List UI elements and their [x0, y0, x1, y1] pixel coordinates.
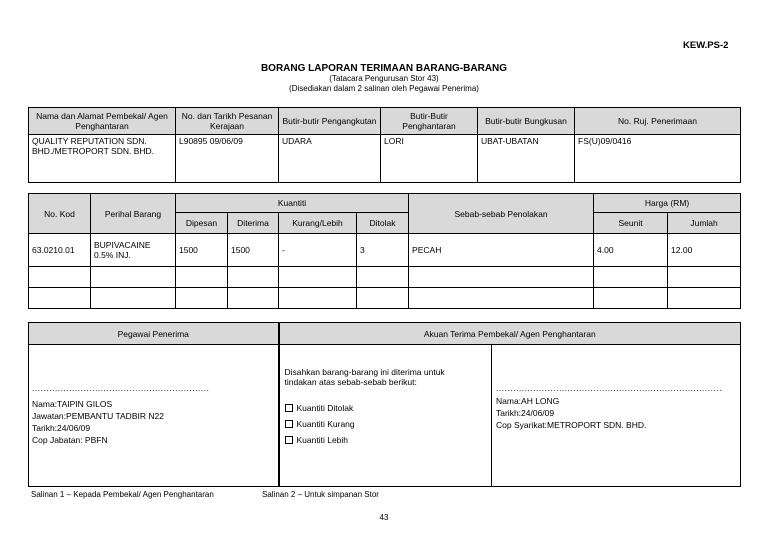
cell-ditolak: 3: [357, 234, 409, 267]
checkbox-rejected-label: Kuantiti Ditolak: [296, 403, 354, 413]
cell-kurang-lebih: -: [279, 234, 357, 267]
header-receipt-ref: No. Ruj. Penerimaan: [575, 108, 741, 135]
header-supplier-acknowledgement: Akuan Terima Pembekal/ Agen Penghantaran: [279, 323, 741, 345]
header-kuantiti: Kuantiti: [176, 194, 409, 213]
cell-seunit: 4.00: [594, 234, 668, 267]
acknowledgement-table: [28, 322, 741, 487]
supplier-value: QUALITY REPUTATION SDN. BHD./METROPORT SDN. BHD.: [29, 135, 176, 183]
header-transport: Butir-butir Pengangkutan: [279, 108, 381, 135]
header-supplier: Nama dan Alamat Pembekal/ Agen Penghantaran: [29, 108, 176, 135]
confirmation-text-2: tindakan atas sebab-sebab berikut:: [284, 377, 417, 387]
packaging-value: UBAT-UBATAN: [478, 135, 575, 183]
header-seunit: Seunit: [594, 213, 668, 234]
header-dipesan: Dipesan: [176, 213, 228, 234]
header-perihal: Perihal Barang: [91, 194, 176, 234]
signature-line: ..............................................................: [32, 383, 210, 393]
header-delivery: Butir-Butir Penghantaran: [381, 108, 478, 135]
checkbox-icon[interactable]: [285, 436, 293, 444]
checkbox-short-label: Kuantiti Kurang: [296, 419, 355, 429]
form-code: KEW.PS-2: [683, 40, 729, 51]
footer-copy-1: Salinan 1 – Kepada Pembekal/ Agen Penghantaran: [31, 490, 214, 499]
cell-jumlah: 12.00: [668, 234, 741, 267]
table-row: [29, 288, 741, 309]
table-row: [29, 267, 741, 288]
form-subtitle-2: (Disediakan dalam 2 salinan oleh Pegawai Penerima): [289, 84, 479, 93]
cell-kod: 63.0210.01: [29, 234, 91, 267]
supplier-stamp: Cop Syarikat:METROPORT SDN. BHD.: [496, 420, 647, 430]
officer-stamp: Cop Jabatan: PBFN: [32, 435, 108, 445]
header-diterima: Diterima: [228, 213, 279, 234]
supplier-signature-panel: [492, 345, 741, 487]
footer-copy-2: Salinan 2 – Untuk simpanan Stor: [262, 490, 379, 499]
officer-name: Nama:TAIPIN GILOS: [32, 399, 113, 409]
supplier-date: Tarikh:24/06/09: [496, 408, 555, 418]
receipt-ref-value: FS(U)09/0416: [575, 135, 741, 183]
cell-perihal: BUPIVACAINE 0.5% INJ.: [91, 234, 176, 267]
checkbox-excess-label: Kuantiti Lebih: [296, 435, 349, 445]
supplier-signature-line: ...............................................................................: [496, 383, 723, 393]
form-title: BORANG LAPORAN TERIMAAN BARANG-BARANG: [260, 63, 508, 74]
header-sebab: Sebab-sebab Penolakan: [409, 194, 594, 234]
acknowledgement-reasons-panel: [279, 345, 492, 487]
header-harga: Harga (RM): [594, 194, 741, 213]
header-kurang-lebih: Kurang/Lebih: [279, 213, 357, 234]
receiving-officer-panel: [29, 345, 279, 487]
checkbox-short[interactable]: [285, 419, 487, 429]
items-table: [28, 193, 741, 309]
officer-position: Jawatan:PEMBANTU TADBIR N22: [32, 411, 164, 421]
supplier-table: [28, 107, 741, 183]
header-kod: No. Kod: [29, 194, 91, 234]
order-no-value: L90895 09/06/09: [176, 135, 279, 183]
form-subtitle-1: (Tatacara Pengurusan Stor 43): [329, 74, 439, 83]
officer-date: Tarikh:24/06/09: [32, 423, 91, 433]
cell-dipesan: 1500: [176, 234, 228, 267]
delivery-value: LORI: [381, 135, 478, 183]
header-receiving-officer: Pegawai Penerima: [29, 323, 279, 345]
checkbox-rejected[interactable]: [285, 403, 487, 413]
checkbox-icon[interactable]: [285, 404, 293, 412]
checkbox-icon[interactable]: [285, 420, 293, 428]
header-jumlah: Jumlah: [668, 213, 741, 234]
page-number: 43: [379, 513, 389, 522]
checkbox-excess[interactable]: [285, 435, 487, 445]
table-row: [29, 234, 741, 267]
cell-diterima: 1500: [228, 234, 279, 267]
supplier-name: Nama:AH LONG: [496, 396, 560, 406]
transport-value: UDARA: [279, 135, 381, 183]
header-order-no: No. dan Tarikh Pesanan Kerajaan: [176, 108, 279, 135]
header-packaging: Butir-butir Bungkusan: [478, 108, 575, 135]
header-ditolak: Ditolak: [357, 213, 409, 234]
cell-sebab: PECAH: [409, 234, 594, 267]
confirmation-text-1: Disahkan barang-barang ini diterima untuk: [284, 367, 445, 377]
